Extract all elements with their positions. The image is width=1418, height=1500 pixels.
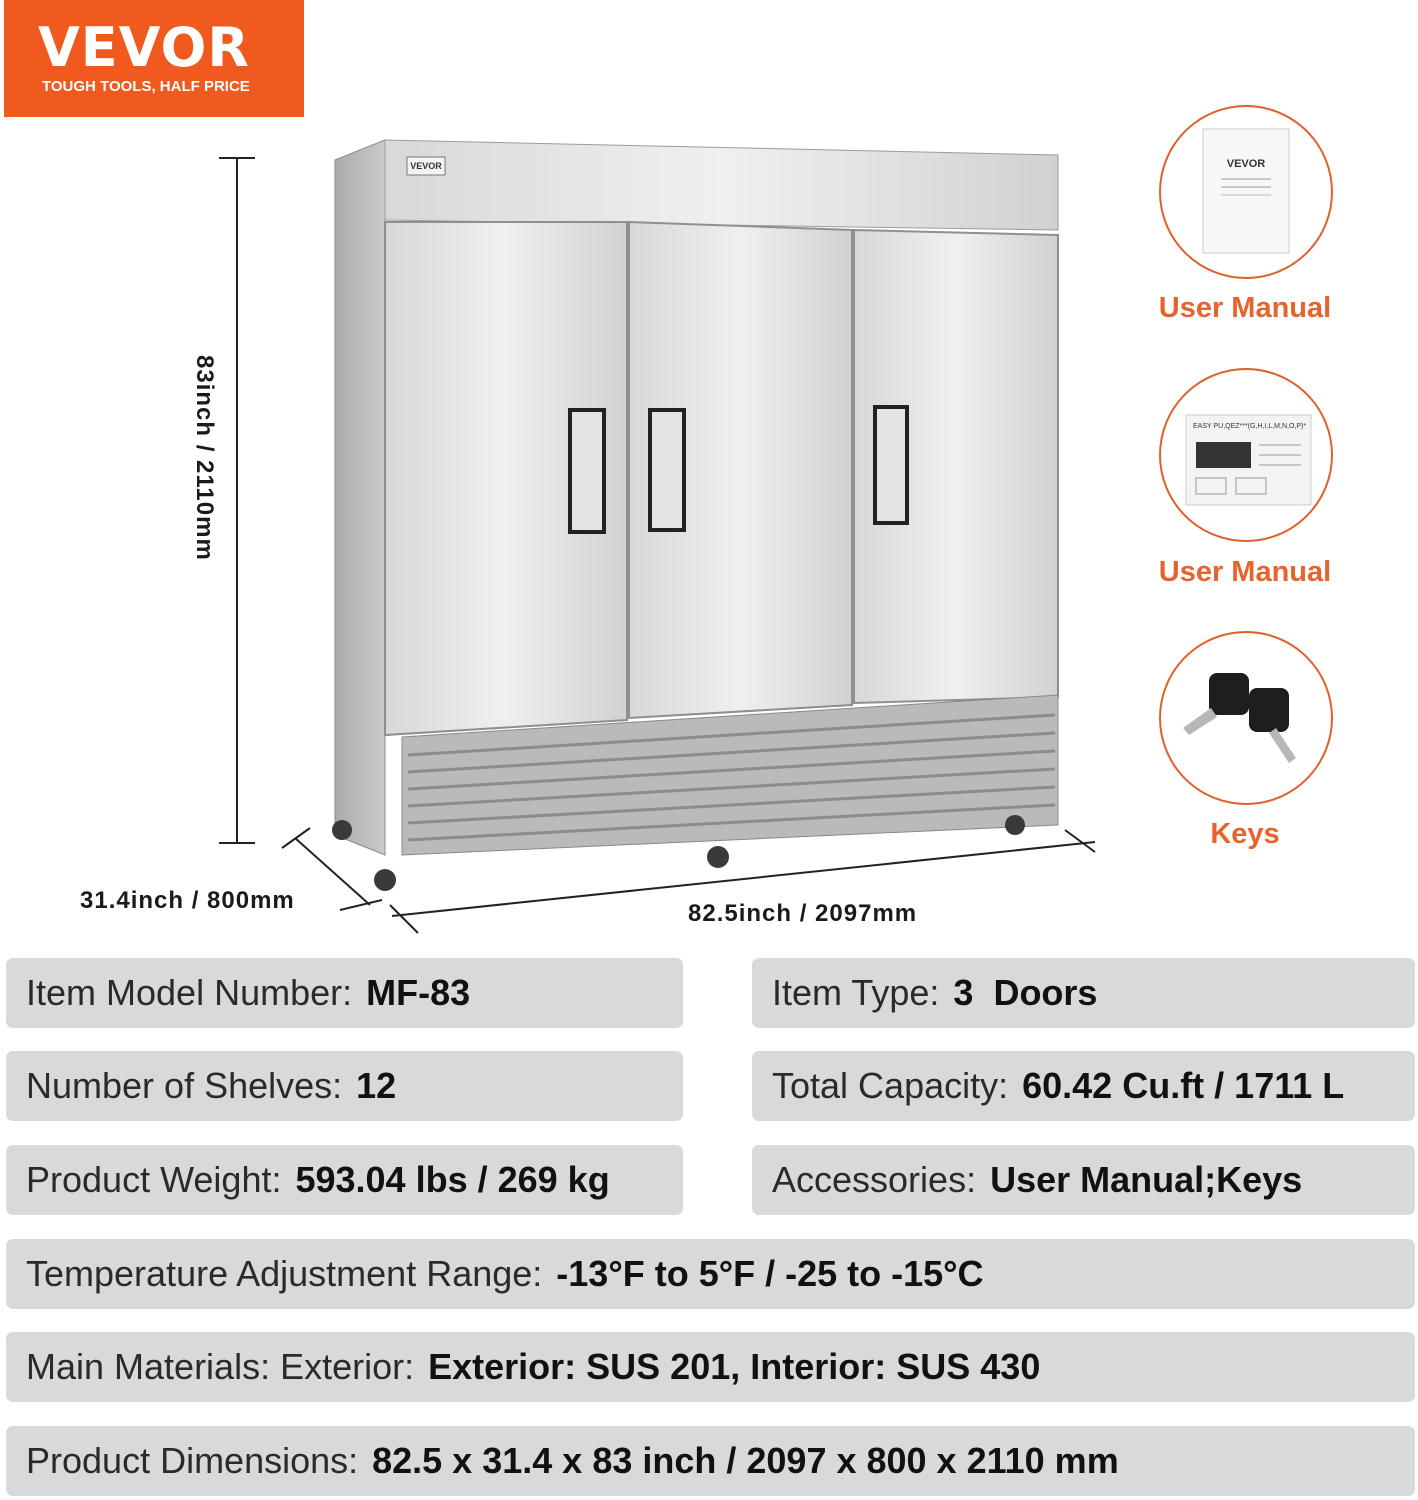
accessory-manual-circle <box>1159 105 1333 279</box>
spec-value: 3 Doors <box>953 972 1098 1013</box>
svg-text:VEVOR: VEVOR <box>1226 158 1266 170</box>
spec-label: Number of Shelves: <box>26 1065 343 1106</box>
accessory-label: User Manual <box>1158 556 1332 588</box>
spec-label: Item Type: <box>772 972 940 1013</box>
spec-value: 82.5 x 31.4 x 83 inch / 2097 x 800 x 2110 mm <box>372 1440 1119 1481</box>
spec-value: 593.04 lbs / 269 kg <box>295 1159 610 1200</box>
width-dimension-label: 82.5inch / 2097mm <box>688 900 918 927</box>
spec-value: 12 <box>356 1065 397 1106</box>
accessory-label: User Manual <box>1158 292 1332 324</box>
accessory-controller-manual-circle <box>1159 368 1333 542</box>
spec-value: 60.42 Cu.ft / 1711 L <box>1022 1065 1345 1106</box>
spec-accessories <box>752 1145 1415 1215</box>
spec-label: Accessories: <box>772 1159 977 1200</box>
accessory-label: Keys <box>1210 818 1280 850</box>
spec-value: Exterior: SUS 201, Interior: SUS 430 <box>428 1346 1041 1387</box>
spec-type <box>752 958 1415 1028</box>
spec-label: Product Weight: <box>26 1159 282 1200</box>
spec-label: Main Materials: Exterior: <box>26 1346 415 1387</box>
spec-label: Product Dimensions: <box>26 1440 359 1481</box>
spec-weight <box>6 1145 683 1215</box>
spec-label: Item Model Number: <box>26 972 353 1013</box>
keys-icon <box>1161 633 1331 803</box>
svg-text:EASY PU,QEZ***(G,H,I,L,M,N,O,P: EASY PU,QEZ***(G,H,I,L,M,N,O,P)* <box>1193 423 1307 430</box>
product-badge: VEVOR <box>410 161 442 171</box>
logo-brand: VEVOR <box>38 16 251 79</box>
height-dimension-label: 83inch / 2110mm <box>191 355 218 561</box>
manual-booklet-icon <box>1161 107 1331 277</box>
spec-value: MF-83 <box>366 972 471 1013</box>
freezer-image <box>330 135 1065 895</box>
spec-materials <box>6 1332 1415 1402</box>
spec-model <box>6 958 683 1028</box>
logo-tagline: TOUGH TOOLS, HALF PRICE <box>42 78 250 95</box>
spec-label: Temperature Adjustment Range: <box>26 1253 543 1294</box>
spec-dimensions <box>6 1426 1415 1496</box>
spec-value: User Manual;Keys <box>990 1159 1303 1200</box>
spec-value: -13°F to 5°F / -25 to -15°C <box>556 1253 984 1294</box>
controller-manual-icon <box>1161 370 1331 540</box>
spec-shelves <box>6 1051 683 1121</box>
spec-label: Total Capacity: <box>772 1065 1009 1106</box>
depth-dimension-label: 31.4inch / 800mm <box>80 887 295 914</box>
accessory-keys-circle <box>1159 631 1333 805</box>
spec-temperature <box>6 1239 1415 1309</box>
spec-capacity <box>752 1051 1415 1121</box>
